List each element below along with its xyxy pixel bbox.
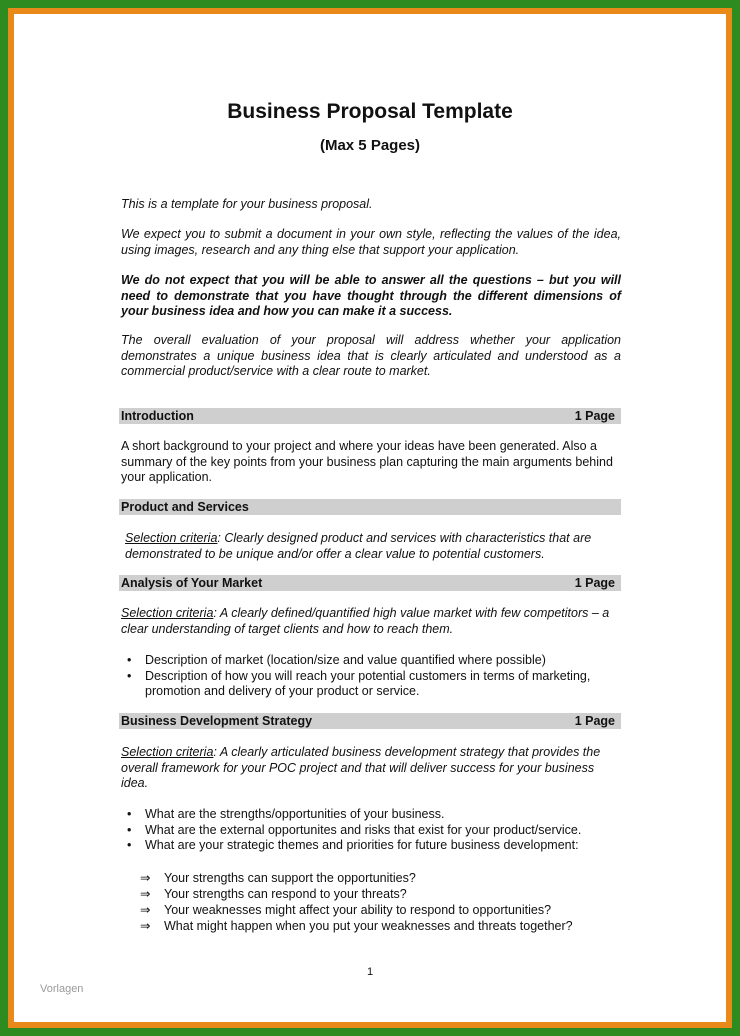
arrow-right-icon: ⇒	[140, 919, 151, 933]
introduction-body: A short background to your project and where your ideas have been generated. Also a summary of the key points from your business plan capturing the main arguments behind your application.	[121, 439, 613, 484]
product-criteria	[125, 531, 621, 562]
section-page-count: 1 Page	[574, 714, 615, 728]
section-bar-market	[119, 575, 621, 591]
intro-paragraph-1: This is a template for your business proposal.	[121, 197, 373, 211]
document-title: Business Proposal Template	[227, 100, 513, 123]
arrow-right-icon: ⇒	[140, 903, 151, 917]
section-page-count: 1 Page	[574, 409, 615, 423]
strategy-arrow-list	[140, 870, 620, 934]
bullet-icon: •	[127, 807, 132, 821]
list-item: ⇒ Your strengths can respond to your threats?	[140, 887, 407, 901]
criteria-label: Selection criteria	[121, 606, 214, 620]
intro-paragraph-4: The overall evaluation of your proposal will address whether your application demonstrates a unique business idea that is clearly articulated and understood as a commercial product/service with a clear route to market.	[121, 333, 621, 378]
list-item: • What are the strengths/opportunities of your business.	[127, 807, 445, 821]
list-item: • Description of market (location/size and value quantified where possible)	[127, 653, 546, 667]
criteria-text: : A clearly defined/quantified high value market with few competitors – a clear understanding of target clients and how to reach them.	[121, 606, 610, 636]
list-item: ⇒ Your strengths can support the opportunities?	[140, 871, 416, 885]
list-item: • What are your strategic themes and priorities for future business development:	[127, 838, 579, 852]
section-page-count: 1 Page	[574, 576, 615, 590]
list-item: • What are the external opportunites and risks that exist for your product/service.	[127, 822, 582, 837]
section-title: Product and Services	[121, 500, 249, 514]
criteria-label: Selection criteria	[121, 745, 214, 759]
intro-paragraph-2: We expect you to submit a document in your own style, reflecting the values of the idea, using images, research and any thing else that support your application.	[121, 227, 621, 257]
criteria-text: : A clearly articulated business development strategy that provides the overall framework for your POC project and that will deliver success for your business idea.	[121, 745, 601, 790]
strategy-criteria	[121, 745, 621, 792]
intro-paragraph-3: We do not expect that you will be able to answer all the questions – but you will need to demonstrate that you have thought through the different dimensions of your business idea and how you can make it a success.	[121, 273, 621, 318]
market-bullet-list	[121, 653, 621, 700]
list-item: • Description of how you will reach your potential customers in terms of marketing, promotion and delivery of your product or service.	[127, 668, 591, 698]
list-item: ⇒ Your weaknesses might affect your ability to respond to opportunities?	[140, 903, 552, 917]
bullet-icon: •	[127, 653, 132, 667]
bullet-icon: •	[127, 822, 132, 837]
criteria-label: Selection criteria	[125, 531, 218, 545]
arrow-right-icon: ⇒	[140, 871, 151, 885]
section-bar-product-services	[119, 499, 621, 515]
page-number: 1	[366, 966, 374, 978]
strategy-bullet-list	[121, 807, 621, 854]
market-criteria	[121, 606, 621, 637]
document-subtitle: (Max 5 Pages)	[319, 137, 421, 154]
section-title: Analysis of Your Market	[121, 576, 263, 590]
criteria-text: : Clearly designed product and services with characteristics that are demonstrated to be unique and/or offer a clear value to potential customers.	[125, 531, 592, 561]
bullet-icon: •	[127, 668, 132, 683]
section-title: Introduction	[121, 409, 194, 423]
list-item: ⇒ What might happen when you put your weaknesses and threats together?	[140, 919, 573, 933]
section-bar-introduction	[119, 408, 621, 424]
section-bar-strategy	[119, 713, 621, 729]
bullet-icon: •	[127, 838, 132, 852]
watermark: Vorlagen	[40, 983, 84, 995]
arrow-right-icon: ⇒	[140, 887, 151, 901]
section-title: Business Development Strategy	[121, 714, 313, 728]
